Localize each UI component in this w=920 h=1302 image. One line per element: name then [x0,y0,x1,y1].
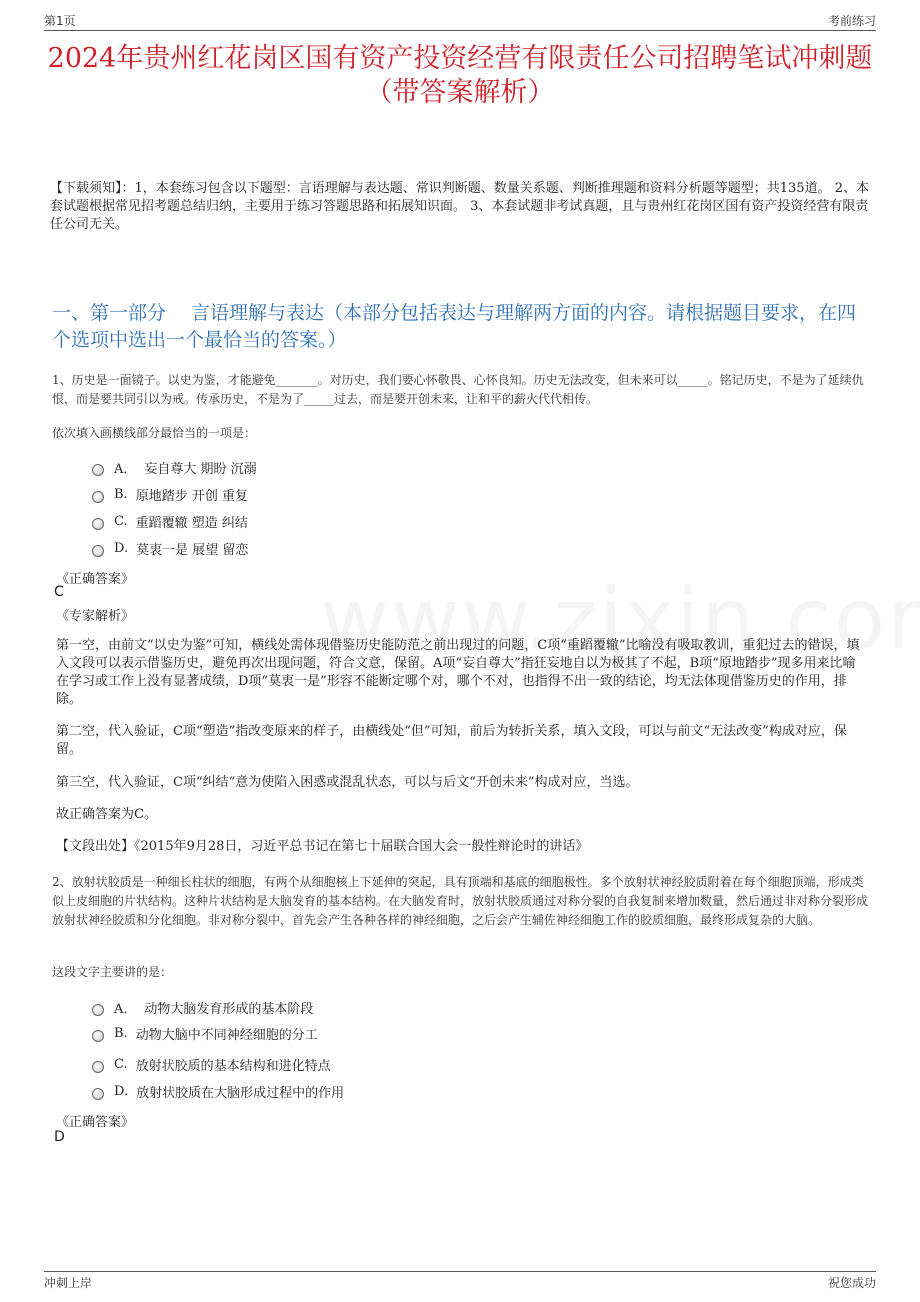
document-title: 2024年贵州红花岗区国有资产投资经营有限责任公司招聘笔试冲刺题（带答案解析） [47,43,873,108]
question-2-stem: 2、放射状胶质是一种细长柱状的细胞，有两个从细胞核上下延伸的突起，具有顶端和基底的细胞极性。多个放射状神经胶质附着在每个细胞顶端，形成类似上皮细胞的片状结构。这种片状结构是大脑发育的基本结构。在大脑发育时，放射状胶质通过对称分裂的自我复制来增加数量，然后通过非对称分裂形成放射状神经胶质和分化细胞。非对称分裂中，首先会产生各种各样的神经细胞，之后会产生辅佐神经细胞工作的胶质细胞，最终形成复杂的大脑。 [52,875,869,927]
page-footer [44,1271,876,1292]
radio-icon[interactable] [92,1004,104,1016]
question-1-stem: 1、历史是一面镜子。以史为鉴，才能避免_______。对历史，我们要心怀敬畏、心怀良知。历史无法改变，但未来可以_____。铭记历史，不是为了延续仇恨，而是要共同引以为戒。传承历史，不是为了_____过去，而是要开创未来，让和平的薪火代代相传。 [52,373,864,406]
option-text: 放射状胶质的基本结构和进化特点 [135,1059,331,1074]
question-1-option-c[interactable]: C. 重蹈覆辙 塑造 纠结 [92,512,248,531]
option-text: 动物大脑发育形成的基本阶段 [144,1002,314,1017]
question-1-option-a[interactable]: A． 妄自尊大 期盼 沉溺 [92,458,257,477]
answer-label: 《正确答案》 [56,1115,135,1130]
footer-left: 冲刺上岸 [44,1276,93,1290]
question-2-option-c[interactable]: C. 放射状胶质的基本结构和进化特点 [92,1055,331,1074]
analysis-paragraph-1: 第一空，由前文“以史为鉴”可知，横线处需体现借鉴历史能防范之前出现过的问题，C项“重蹈覆辙”比喻没有吸取教训，重犯过去的错误，填入文段可以表示借鉴历史，避免再次出现问题，符合文意，保留。A项“妄自尊大”指狂妄地自以为极其了不起，B项“原地踏步”现多用来比喻在学习或工作上没有显著成绩，D项“莫衷一是”形容不能断定哪个对，哪个不对，也指得不出一致的结论，均无法体现借鉴历史的作用，排除。 [56,638,860,707]
option-text: 原地踏步 开创 重复 [135,489,248,504]
answer-label: 《正确答案》 [56,572,135,587]
radio-icon[interactable] [92,1061,104,1073]
question-1-option-b[interactable]: B. 原地踏步 开创 重复 [92,485,248,504]
option-text: 动物大脑中不同神经细胞的分工 [135,1028,318,1043]
question-1-prompt: 依次填入画横线部分最恰当的一项是： [52,426,257,440]
option-text: 莫衷一是 展望 留恋 [136,543,249,558]
question-2-option-b[interactable]: B. 动物大脑中不同神经细胞的分工 [92,1024,318,1043]
download-notice: 【下载须知】：1，本套练习包含以下题型：言语理解与表达题、常识判断题、数量关系题、判断推理题和资料分析题等题型；共135道。 2、本套试题根据常见招考题总结归纳，主要用于练习答题思路和拓展知识面。 3、本套试题非考试真题，且与贵州红花岗区国有资产投资经营有限责任公司无关。 [50,181,869,232]
radio-icon[interactable] [92,545,104,557]
radio-icon[interactable] [92,464,104,476]
question-1-option-d[interactable]: D. 莫衷一是 展望 留恋 [92,539,248,558]
radio-icon[interactable] [92,1088,104,1100]
page-number: 第1页 [44,14,76,28]
header-tag: 考前练习 [827,14,876,28]
option-text: 妄自尊大 期盼 沉溺 [144,462,257,477]
page-header [44,12,876,31]
question-2-option-a[interactable]: A． 动物大脑发育形成的基本阶段 [92,998,313,1017]
radio-icon[interactable] [92,1030,104,1042]
radio-icon[interactable] [92,491,104,503]
footer-right: 祝您成功 [827,1276,876,1290]
analysis-paragraph-2: 第二空，代入验证，C项“塑造”指改变原来的样子，由横线处“但”可知，前后为转折关系，填入文段，可以与前文“无法改变”构成对应，保留。 [56,724,847,757]
question-2-prompt: 这段文字主要讲的是： [52,965,173,979]
section-heading: 一、第一部分 言语理解与表达（本部分包括表达与理解两方面的内容。请根据题目要求，在四个选项中选出一个最恰当的答案。） [52,302,857,351]
radio-icon[interactable] [92,518,104,530]
option-text: 放射状胶质在大脑形成过程中的作用 [136,1086,345,1101]
analysis-paragraph-3: 第三空，代入验证，C项“纠结”意为使陷入困惑或混乱状态，可以与后文“开创未来”构成对应，当选。 [56,775,639,790]
answer-value: C [54,584,64,600]
answer-value: D [54,1129,65,1145]
analysis-label: 《专家解析》 [56,609,135,624]
analysis-conclusion: 故正确答案为C。 [56,807,157,822]
option-text: 重蹈覆辙 塑造 纠结 [135,516,248,531]
question-2-option-d[interactable]: D. 放射状胶质在大脑形成过程中的作用 [92,1082,344,1101]
source-citation: 【文段出处】《2015年9月28日，习近平总书记在第七十届联合国大会一般性辩论时的讲话》 [56,839,589,854]
